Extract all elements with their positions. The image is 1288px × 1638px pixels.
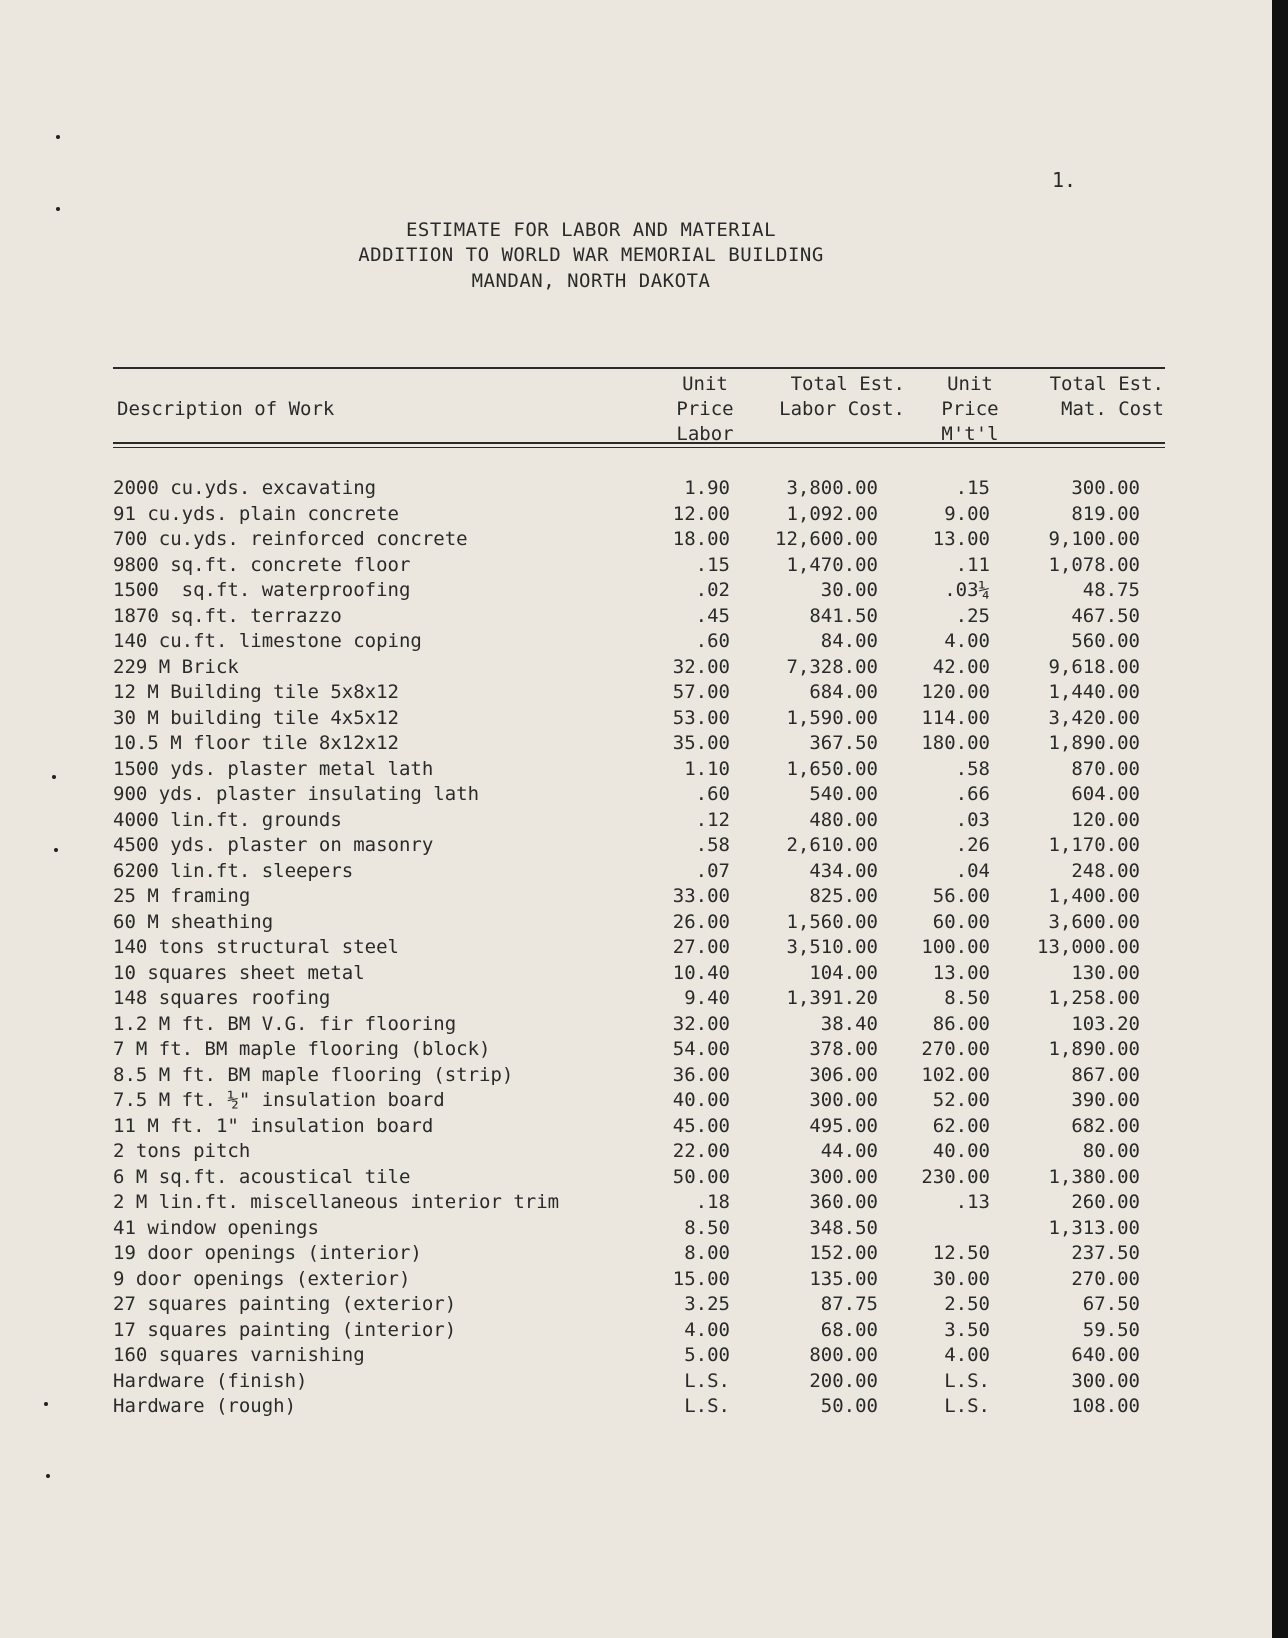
- total-material-cost: 390.00: [1071, 1089, 1140, 1111]
- table-row: [0, 604, 1272, 630]
- total-material-cost: 130.00: [1071, 961, 1140, 984]
- total-labor-cost: 367.50: [809, 732, 878, 754]
- unit-price-labor: 1.90: [684, 477, 730, 499]
- total-material-cost: 260.00: [1071, 1191, 1140, 1213]
- total-labor-cost: 378.00: [809, 1038, 878, 1060]
- total-labor-cost: 50.00: [820, 1395, 878, 1417]
- table-row: [0, 1267, 1272, 1293]
- total-labor-cost: 200.00: [809, 1369, 878, 1392]
- item-description: 1870 sq.ft. terrazzo: [113, 604, 342, 627]
- table-row: [0, 1088, 1272, 1114]
- item-description: 2 M lin.ft. miscellaneous interior trim: [113, 1191, 560, 1213]
- unit-price-labor: 57.00: [672, 681, 730, 703]
- unit-price-labor: 18.00: [672, 528, 730, 550]
- total-labor-cost: 152.00: [809, 1242, 878, 1264]
- total-material-cost: 1,078.00: [1048, 553, 1140, 576]
- table-row: [0, 731, 1272, 757]
- total-labor-cost: 1,470.00: [786, 553, 878, 576]
- unit-price-material: .58: [955, 757, 990, 780]
- total-labor-cost: 841.50: [809, 604, 878, 627]
- document-location: MANDAN, NORTH DAKOTA: [471, 270, 711, 292]
- unit-price-material: 100.00: [921, 936, 990, 958]
- unit-price-labor: 4.00: [684, 1318, 730, 1341]
- unit-price-labor: 54.00: [672, 1038, 730, 1060]
- unit-price-labor: 22.00: [672, 1140, 730, 1162]
- table-row: [0, 961, 1272, 987]
- item-description: 6200 lin.ft. sleepers: [113, 859, 354, 882]
- table-row: [0, 757, 1272, 783]
- unit-price-material: 180.00: [921, 732, 990, 754]
- unit-price-material: 230.00: [921, 1165, 990, 1188]
- total-material-cost: 80.00: [1082, 1140, 1140, 1162]
- unit-price-labor: 32.00: [672, 655, 730, 678]
- unit-price-labor: .07: [695, 859, 730, 882]
- item-description: 4500 yds. plaster on masonry: [113, 834, 434, 856]
- unit-price-material: 102.00: [921, 1063, 990, 1086]
- document-title: ESTIMATE FOR LABOR AND MATERIAL: [405, 219, 777, 241]
- table-row: [0, 680, 1272, 706]
- unit-price-material: 62.00: [932, 1114, 990, 1137]
- unit-price-material: 3.50: [944, 1318, 990, 1341]
- table-row: [0, 782, 1272, 808]
- total-labor-cost: 434.00: [809, 859, 878, 882]
- table-row: [0, 1216, 1272, 1242]
- item-description: 7 M ft. BM maple flooring (block): [113, 1038, 491, 1060]
- item-description: 2000 cu.yds. excavating: [113, 477, 377, 499]
- unit-price-labor: .58: [695, 834, 730, 856]
- table-row: [0, 1292, 1272, 1318]
- unit-price-material: 42.00: [932, 655, 990, 678]
- total-labor-cost: 84.00: [820, 630, 878, 652]
- unit-price-labor: 10.40: [672, 961, 730, 984]
- total-labor-cost: 348.50: [809, 1216, 878, 1239]
- total-labor-cost: 2,610.00: [786, 834, 878, 856]
- total-material-cost: 467.50: [1071, 604, 1140, 627]
- total-labor-cost: 1,560.00: [786, 910, 878, 933]
- unit-price-labor: 33.00: [672, 885, 730, 907]
- table-row: [0, 910, 1272, 936]
- unit-price-labor: .02: [695, 579, 730, 601]
- item-description: 9800 sq.ft. concrete floor: [113, 553, 411, 576]
- item-description: 160 squares varnishing: [113, 1344, 365, 1366]
- total-material-cost: 67.50: [1082, 1293, 1140, 1315]
- unit-price-labor: .45: [695, 604, 730, 627]
- total-labor-cost: 1,650.00: [786, 757, 878, 780]
- unit-price-labor: 40.00: [672, 1089, 730, 1111]
- item-description: 25 M framing: [113, 885, 251, 907]
- total-material-cost: 870.00: [1071, 757, 1140, 780]
- total-material-cost: 248.00: [1071, 859, 1140, 882]
- item-description: 229 M Brick: [113, 655, 239, 678]
- unit-price-material: 120.00: [921, 681, 990, 703]
- table-row: [0, 1369, 1272, 1395]
- unit-price-labor: 8.50: [684, 1216, 730, 1239]
- table-top-rule: [113, 367, 1165, 369]
- total-material-cost: 300.00: [1071, 1369, 1140, 1392]
- unit-price-material: .15: [955, 477, 990, 499]
- item-description: 27 squares painting (exterior): [113, 1293, 457, 1315]
- table-row: [0, 1139, 1272, 1165]
- item-description: 140 cu.ft. limestone coping: [113, 630, 422, 652]
- total-labor-cost: 68.00: [820, 1318, 878, 1341]
- unit-price-material: 12.50: [932, 1242, 990, 1264]
- item-description: 17 squares painting (interior): [113, 1318, 457, 1341]
- table-row: [0, 502, 1272, 528]
- table-row: [0, 986, 1272, 1012]
- unit-price-labor: 15.00: [672, 1267, 730, 1290]
- table-row: [0, 1394, 1272, 1420]
- table-row: [0, 476, 1272, 502]
- total-material-cost: 1,258.00: [1048, 987, 1140, 1009]
- unit-price-labor: .60: [695, 783, 730, 805]
- item-description: 2 tons pitch: [113, 1140, 251, 1162]
- header-description: Description of Work: [117, 398, 335, 420]
- total-material-cost: 3,420.00: [1048, 706, 1140, 729]
- table-row: [0, 1037, 1272, 1063]
- total-labor-cost: 38.40: [820, 1012, 878, 1035]
- total-labor-cost: 1,391.20: [786, 987, 878, 1009]
- item-description: 11 M ft. 1" insulation board: [113, 1114, 434, 1137]
- paper-speck: [56, 207, 60, 211]
- unit-price-material: 2.50: [944, 1293, 990, 1315]
- estimate-table-body: [0, 476, 1272, 1420]
- scan-edge: [1272, 0, 1288, 1638]
- item-description: Hardware (finish): [113, 1369, 308, 1392]
- total-material-cost: 237.50: [1071, 1242, 1140, 1264]
- table-row: [0, 1190, 1272, 1216]
- item-description: 6 M sq.ft. acoustical tile: [113, 1165, 411, 1188]
- total-material-cost: 819.00: [1071, 502, 1140, 525]
- table-row: [0, 859, 1272, 885]
- paper-speck: [46, 1474, 50, 1478]
- total-labor-cost: 44.00: [820, 1140, 878, 1162]
- item-description: 91 cu.yds. plain concrete: [113, 502, 399, 525]
- total-material-cost: 640.00: [1071, 1344, 1140, 1366]
- table-row: [0, 655, 1272, 681]
- unit-price-labor: L.S.: [684, 1395, 730, 1417]
- total-material-cost: 59.50: [1082, 1318, 1140, 1341]
- unit-price-labor: .60: [695, 630, 730, 652]
- unit-price-labor: .15: [695, 553, 730, 576]
- total-labor-cost: 3,800.00: [786, 477, 878, 499]
- total-material-cost: 13,000.00: [1037, 936, 1140, 958]
- unit-price-labor: 5.00: [684, 1344, 730, 1366]
- total-material-cost: 1,170.00: [1048, 834, 1140, 856]
- item-description: 10.5 M floor tile 8x12x12: [113, 732, 399, 754]
- unit-price-labor: 50.00: [672, 1165, 730, 1188]
- total-labor-cost: 1,590.00: [786, 706, 878, 729]
- total-material-cost: 9,100.00: [1048, 528, 1140, 550]
- unit-price-material: .25: [955, 604, 990, 627]
- table-row: [0, 1318, 1272, 1344]
- total-labor-cost: 684.00: [809, 681, 878, 703]
- unit-price-material: L.S.: [944, 1395, 990, 1417]
- item-description: 7.5 M ft. ½" insulation board: [113, 1089, 445, 1111]
- unit-price-labor: 45.00: [672, 1114, 730, 1137]
- total-labor-cost: 1,092.00: [786, 502, 878, 525]
- total-material-cost: 9,618.00: [1048, 655, 1140, 678]
- unit-price-labor: .18: [695, 1191, 730, 1213]
- unit-price-labor: 12.00: [672, 502, 730, 525]
- header-bottom-rule: [113, 442, 1165, 444]
- item-description: 1500 sq.ft. waterproofing: [113, 579, 411, 601]
- item-description: 900 yds. plaster insulating lath: [113, 783, 480, 805]
- item-description: 12 M Building tile 5x8x12: [113, 681, 399, 703]
- item-description: Hardware (rough): [113, 1395, 297, 1417]
- table-row: [0, 578, 1272, 604]
- total-material-cost: 560.00: [1071, 630, 1140, 652]
- total-labor-cost: 104.00: [809, 961, 878, 984]
- total-labor-cost: 800.00: [809, 1344, 878, 1366]
- item-description: 60 M sheathing: [113, 910, 274, 933]
- total-material-cost: 120.00: [1071, 808, 1140, 831]
- unit-price-material: 52.00: [932, 1089, 990, 1111]
- table-row: [0, 808, 1272, 834]
- total-labor-cost: 30.00: [820, 579, 878, 601]
- unit-price-material: L.S.: [944, 1369, 990, 1392]
- unit-price-material: .11: [955, 553, 990, 576]
- unit-price-material: .03: [955, 808, 990, 831]
- item-description: 9 door openings (exterior): [113, 1267, 411, 1290]
- total-material-cost: 103.20: [1071, 1012, 1140, 1035]
- unit-price-material: 30.00: [932, 1267, 990, 1290]
- unit-price-material: .04: [955, 859, 990, 882]
- total-material-cost: 682.00: [1071, 1114, 1140, 1137]
- unit-price-labor: 8.00: [684, 1242, 730, 1264]
- total-labor-cost: 12,600.00: [775, 528, 878, 550]
- unit-price-material: 270.00: [921, 1038, 990, 1060]
- total-material-cost: 1,400.00: [1048, 885, 1140, 907]
- total-labor-cost: 480.00: [809, 808, 878, 831]
- unit-price-material: 56.00: [932, 885, 990, 907]
- total-labor-cost: 825.00: [809, 885, 878, 907]
- total-material-cost: 1,440.00: [1048, 681, 1140, 703]
- table-row: [0, 1241, 1272, 1267]
- unit-price-material: 60.00: [932, 910, 990, 933]
- table-row: [0, 1063, 1272, 1089]
- table-row: [0, 833, 1272, 859]
- unit-price-material: 40.00: [932, 1140, 990, 1162]
- item-description: 1500 yds. plaster metal lath: [113, 757, 434, 780]
- table-row: [0, 1165, 1272, 1191]
- total-material-cost: 1,890.00: [1048, 1038, 1140, 1060]
- unit-price-material: 8.50: [944, 987, 990, 1009]
- item-description: 148 squares roofing: [113, 987, 331, 1009]
- table-row: [0, 629, 1272, 655]
- unit-price-material: 13.00: [932, 528, 990, 550]
- item-description: 4000 lin.ft. grounds: [113, 808, 342, 831]
- table-row: [0, 527, 1272, 553]
- total-labor-cost: 7,328.00: [786, 655, 878, 678]
- total-material-cost: 48.75: [1082, 579, 1140, 601]
- total-labor-cost: 495.00: [809, 1114, 878, 1137]
- item-description: 30 M building tile 4x5x12: [113, 706, 399, 729]
- unit-price-material: 114.00: [921, 706, 990, 729]
- unit-price-labor: 27.00: [672, 936, 730, 958]
- total-labor-cost: 306.00: [809, 1063, 878, 1086]
- unit-price-labor: 36.00: [672, 1063, 730, 1086]
- header-unit-price-material: Unit Price M't'l: [941, 373, 999, 445]
- table-row: [0, 1012, 1272, 1038]
- item-description: 700 cu.yds. reinforced concrete: [113, 528, 468, 550]
- header-bottom-rule: [113, 447, 1165, 448]
- unit-price-labor: 26.00: [672, 910, 730, 933]
- table-row: [0, 1114, 1272, 1140]
- unit-price-material: 9.00: [944, 502, 990, 525]
- unit-price-material: .13: [955, 1191, 990, 1213]
- item-description: 10 squares sheet metal: [113, 961, 365, 984]
- total-material-cost: 108.00: [1071, 1395, 1140, 1417]
- item-description: 1.2 M ft. BM V.G. fir flooring: [113, 1012, 457, 1035]
- unit-price-labor: 1.10: [684, 757, 730, 780]
- unit-price-labor: 53.00: [672, 706, 730, 729]
- unit-price-material: 4.00: [944, 1344, 990, 1366]
- total-labor-cost: 3,510.00: [786, 936, 878, 958]
- total-material-cost: 1,380.00: [1048, 1165, 1140, 1188]
- total-material-cost: 270.00: [1071, 1267, 1140, 1290]
- total-material-cost: 1,890.00: [1048, 732, 1140, 754]
- total-labor-cost: 360.00: [809, 1191, 878, 1213]
- item-description: 140 tons structural steel: [113, 936, 399, 958]
- total-material-cost: 604.00: [1071, 783, 1140, 805]
- unit-price-labor: 32.00: [672, 1012, 730, 1035]
- total-material-cost: 1,313.00: [1048, 1216, 1140, 1239]
- paper-speck: [56, 135, 60, 139]
- total-material-cost: 300.00: [1071, 477, 1140, 499]
- unit-price-material: .03¼: [944, 579, 990, 601]
- total-labor-cost: 540.00: [809, 783, 878, 805]
- page-number: 1.: [1052, 168, 1077, 192]
- header-unit-price-labor: Unit Price Labor: [676, 373, 734, 445]
- total-material-cost: 3,600.00: [1048, 910, 1140, 933]
- unit-price-material: .26: [955, 834, 990, 856]
- item-description: 8.5 M ft. BM maple flooring (strip): [113, 1063, 514, 1086]
- unit-price-material: 4.00: [944, 630, 990, 652]
- table-row: [0, 706, 1272, 732]
- total-labor-cost: 135.00: [809, 1267, 878, 1290]
- item-description: 19 door openings (interior): [113, 1242, 422, 1264]
- unit-price-material: .66: [955, 783, 990, 805]
- item-description: 41 window openings: [113, 1216, 319, 1239]
- document-subtitle: ADDITION TO WORLD WAR MEMORIAL BUILDING: [358, 244, 824, 266]
- unit-price-labor: .12: [695, 808, 730, 831]
- table-row: [0, 935, 1272, 961]
- unit-price-material: 13.00: [932, 961, 990, 984]
- total-labor-cost: 300.00: [809, 1089, 878, 1111]
- unit-price-labor: 3.25: [684, 1293, 730, 1315]
- table-row: [0, 884, 1272, 910]
- header-total-material-cost: Total Est. Mat. Cost: [1049, 373, 1164, 420]
- table-row: [0, 1343, 1272, 1369]
- unit-price-material: 86.00: [932, 1012, 990, 1035]
- table-row: [0, 553, 1272, 579]
- total-labor-cost: 300.00: [809, 1165, 878, 1188]
- total-material-cost: 867.00: [1071, 1063, 1140, 1086]
- total-labor-cost: 87.75: [820, 1293, 878, 1315]
- header-total-labor-cost: Total Est. Labor Cost.: [779, 373, 905, 420]
- unit-price-labor: 35.00: [672, 732, 730, 754]
- unit-price-labor: L.S.: [684, 1369, 730, 1392]
- unit-price-labor: 9.40: [684, 987, 730, 1009]
